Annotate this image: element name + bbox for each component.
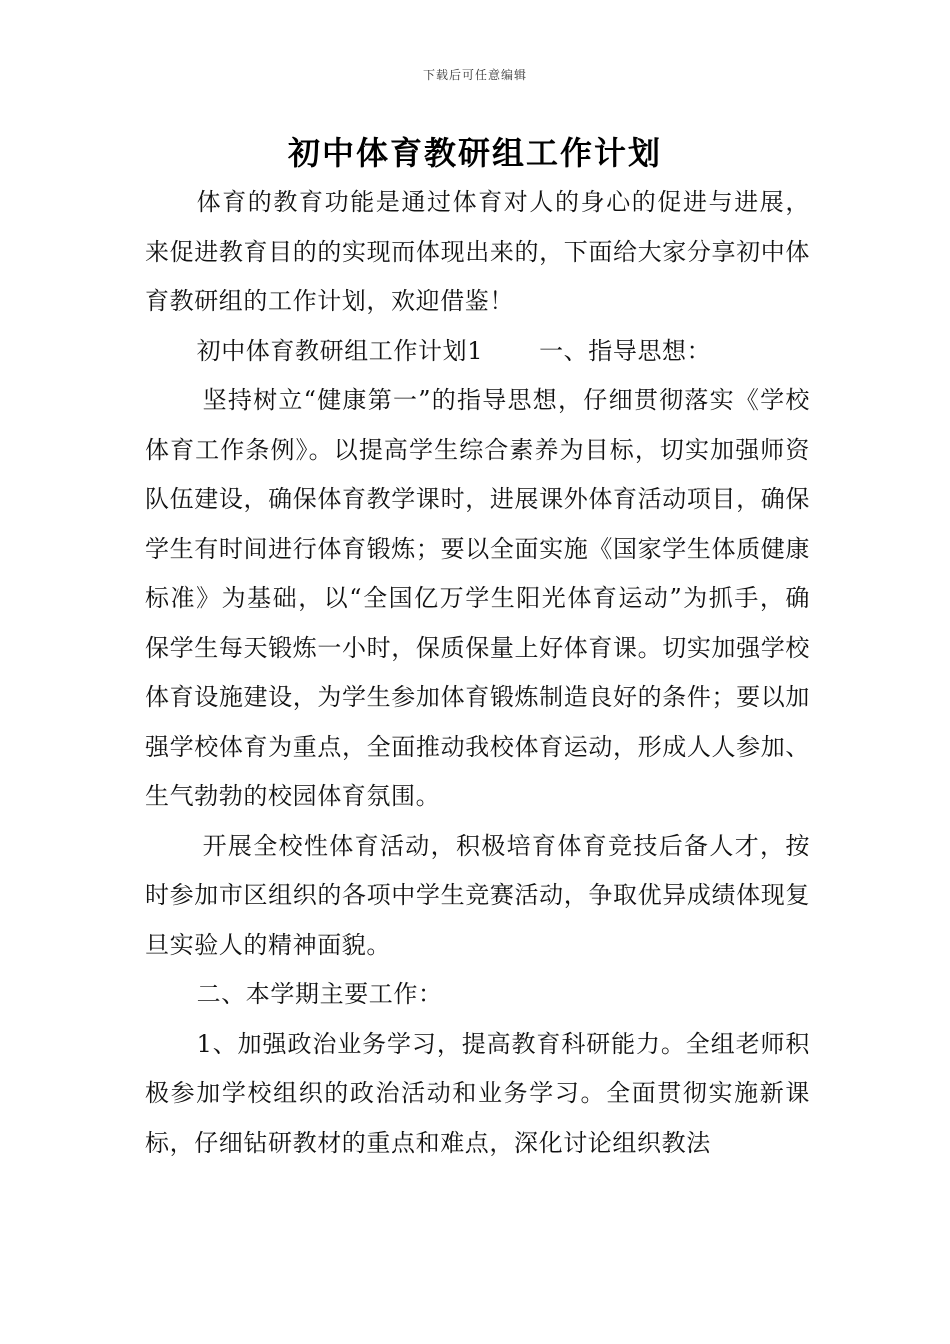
plan-heading-line [145,327,810,377]
section-one-heading: 一、指导思想： [539,336,712,365]
section-two-heading: 二、本学期主要工作： [196,980,443,1008]
intro-paragraph: 体育的教育功能是通过体育对人的身心的促进与进展，来促进教育目的的实现而体现出来的，下面给大家分享初中体育教研组的工作计划，欢迎借鉴！ [145,188,810,315]
document-body [145,178,810,1168]
activities-paragraph: 开展全校性体育活动，积极培育体育竞技后备人才，按时参加市区组织的各项中学生竞赛活动，争取优异成绩体现复旦实验人的精神面貌。 [145,831,810,959]
plan-heading: 初中体育教研组工作计划1 [196,336,484,365]
item-one-paragraph: 1、加强政治业务学习，提高教育科研能力。全组老师积极参加学校组织的政治活动和业务学习。全面贯彻实施新课标，仔细钻研教材的重点和难点，深化讨论组织教法 [145,1029,810,1157]
header-note: 下载后可任意编辑 [422,68,527,82]
guiding-thought-paragraph: 坚持树立“健康第一”的指导思想，仔细贯彻落实《学校体育工作条例》。以提高学生综合素养为目标，切实加强师资队伍建设，确保体育教学课时，进展课外体育活动项目，确保学生有时间进行体育锻炼；要以全面实施《国家学生体质健康标准》为基础，以“全国亿万学生阳光体育运动”为抓手，确保学生每天锻炼一小时，保质保量上好体育课。切实加强学校体育设施建设，为学生参加体育锻炼制造良好的条件；要以加强学校体育为重点，全面推动我校体育运动，形成人人参加、生气勃勃的校园体育氛围。 [145,386,810,810]
document-title: 初中体育教研组工作计划 [287,134,662,172]
